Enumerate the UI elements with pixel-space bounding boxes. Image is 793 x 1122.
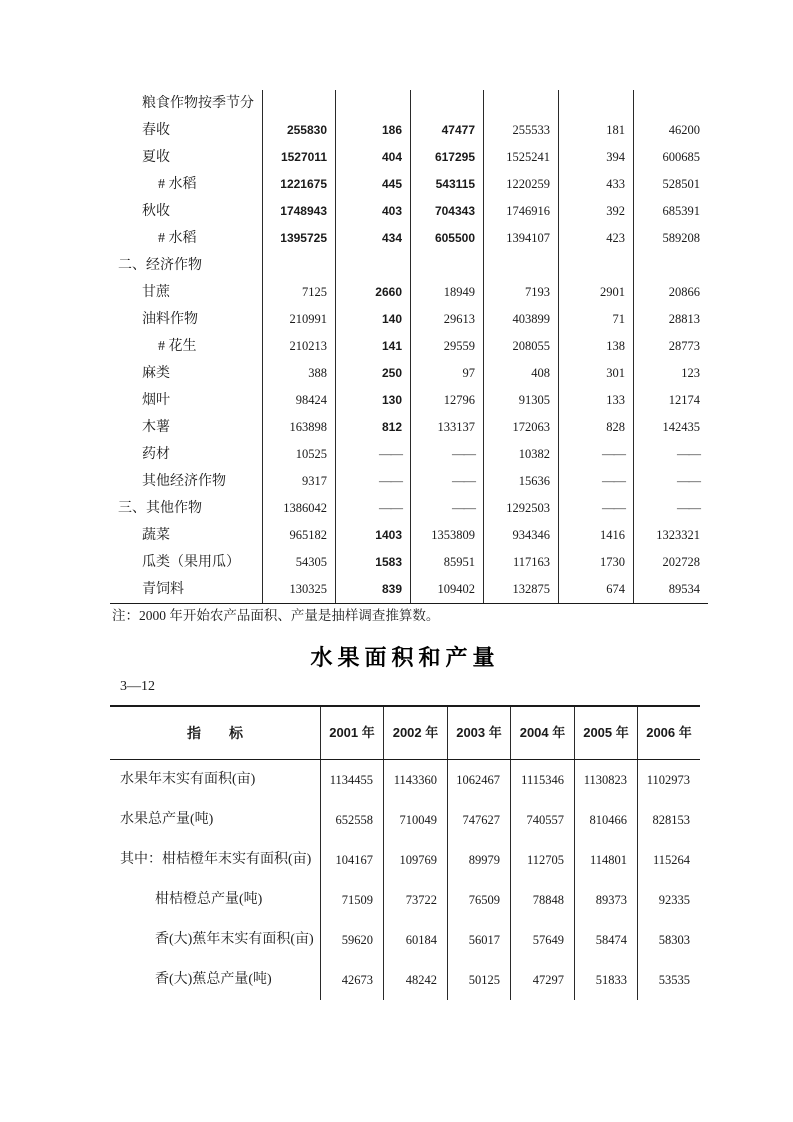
value-cell: 132875 bbox=[483, 576, 558, 603]
crops-table-row bbox=[110, 144, 708, 171]
row-label: 油料作物 bbox=[142, 312, 198, 327]
value-cell: 92335 bbox=[637, 880, 700, 920]
value-cell: —— bbox=[410, 495, 483, 522]
value-cell: 133137 bbox=[410, 414, 483, 441]
value-cell: —— bbox=[335, 468, 410, 495]
crops-table-row bbox=[110, 306, 708, 333]
value-cell: 60184 bbox=[383, 920, 447, 960]
value-cell: 59620 bbox=[320, 920, 383, 960]
value-cell: —— bbox=[633, 441, 708, 468]
table-number: 3—12 bbox=[120, 679, 155, 694]
crops-table-row bbox=[110, 333, 708, 360]
value-cell: 740557 bbox=[510, 800, 574, 840]
value-cell: 605500 bbox=[410, 225, 483, 252]
value-cell: 589208 bbox=[633, 225, 708, 252]
value-cell: 89979 bbox=[447, 840, 510, 880]
value-cell: 1386042 bbox=[262, 495, 335, 522]
value-cell: —— bbox=[558, 468, 633, 495]
row-label: 其他经济作物 bbox=[142, 474, 226, 489]
value-cell: 47297 bbox=[510, 960, 574, 1000]
value-cell: 828153 bbox=[637, 800, 700, 840]
value-cell: 255533 bbox=[483, 117, 558, 144]
fruit-table-title: 水果面积和产量 bbox=[310, 645, 500, 670]
value-cell: 1746916 bbox=[483, 198, 558, 225]
value-cell: 29559 bbox=[410, 333, 483, 360]
value-cell: 652558 bbox=[320, 800, 383, 840]
value-cell: 965182 bbox=[262, 522, 335, 549]
row-label: 木薯 bbox=[142, 420, 170, 435]
value-cell: 210991 bbox=[262, 306, 335, 333]
value-cell: 433 bbox=[558, 171, 633, 198]
row-label: 二、经济作物 bbox=[118, 258, 202, 273]
crops-table-row bbox=[110, 360, 708, 387]
year-column-header: 2001 年 bbox=[320, 707, 383, 759]
value-cell: 1353809 bbox=[410, 522, 483, 549]
value-cell: 600685 bbox=[633, 144, 708, 171]
value-cell: 133 bbox=[558, 387, 633, 414]
crops-table-row bbox=[110, 117, 708, 144]
value-cell: 1130823 bbox=[574, 760, 637, 800]
value-cell: —— bbox=[633, 468, 708, 495]
row-label: 春收 bbox=[142, 123, 170, 138]
crops-table-row bbox=[110, 468, 708, 495]
value-cell: 130325 bbox=[262, 576, 335, 603]
value-cell: 1394107 bbox=[483, 225, 558, 252]
value-cell: 76509 bbox=[447, 880, 510, 920]
value-cell: 172063 bbox=[483, 414, 558, 441]
row-label: 柑桔橙总产量(吨) bbox=[155, 892, 263, 907]
value-cell: 10525 bbox=[262, 441, 335, 468]
value-cell: 408 bbox=[483, 360, 558, 387]
row-label: 蔬菜 bbox=[142, 528, 170, 543]
value-cell: 46200 bbox=[633, 117, 708, 144]
value-cell: 2660 bbox=[335, 279, 410, 306]
value-cell: 674 bbox=[558, 576, 633, 603]
value-cell: 528501 bbox=[633, 171, 708, 198]
value-cell: 50125 bbox=[447, 960, 510, 1000]
fruit-table bbox=[110, 705, 700, 1000]
crops-table-row bbox=[110, 252, 708, 279]
value-cell: 138 bbox=[558, 333, 633, 360]
value-cell: 685391 bbox=[633, 198, 708, 225]
value-cell: 1134455 bbox=[320, 760, 383, 800]
value-cell: 1221675 bbox=[262, 171, 335, 198]
value-cell: 403 bbox=[335, 198, 410, 225]
value-cell: 1730 bbox=[558, 549, 633, 576]
year-column-header: 2003 年 bbox=[447, 707, 510, 759]
value-cell: 210213 bbox=[262, 333, 335, 360]
value-cell: 78848 bbox=[510, 880, 574, 920]
value-cell: 543115 bbox=[410, 171, 483, 198]
row-label: 其中：柑桔橙年末实有面积(亩) bbox=[120, 852, 312, 867]
crops-table-row bbox=[110, 171, 708, 198]
value-cell: 250 bbox=[335, 360, 410, 387]
year-column-header: 2004 年 bbox=[510, 707, 574, 759]
row-label: 夏收 bbox=[142, 150, 170, 165]
value-cell bbox=[410, 252, 483, 279]
value-cell: 388 bbox=[262, 360, 335, 387]
value-cell: —— bbox=[558, 441, 633, 468]
value-cell: 85951 bbox=[410, 549, 483, 576]
value-cell: 42673 bbox=[320, 960, 383, 1000]
value-cell: 1748943 bbox=[262, 198, 335, 225]
value-cell: —— bbox=[558, 495, 633, 522]
value-cell: 12174 bbox=[633, 387, 708, 414]
value-cell: 828 bbox=[558, 414, 633, 441]
value-cell bbox=[262, 252, 335, 279]
year-column-header: 2002 年 bbox=[383, 707, 447, 759]
value-cell: 53535 bbox=[637, 960, 700, 1000]
crops-table-row bbox=[110, 441, 708, 468]
value-cell: 301 bbox=[558, 360, 633, 387]
value-cell: —— bbox=[410, 468, 483, 495]
value-cell: 54305 bbox=[262, 549, 335, 576]
crops-table-row bbox=[110, 495, 708, 522]
value-cell: 114801 bbox=[574, 840, 637, 880]
value-cell: 28773 bbox=[633, 333, 708, 360]
fruit-table-body bbox=[110, 760, 700, 1000]
value-cell: 403899 bbox=[483, 306, 558, 333]
value-cell: 202728 bbox=[633, 549, 708, 576]
value-cell: 73722 bbox=[383, 880, 447, 920]
row-label: 青饲料 bbox=[142, 582, 184, 597]
value-cell: 140 bbox=[335, 306, 410, 333]
value-cell: 423 bbox=[558, 225, 633, 252]
value-cell: 51833 bbox=[574, 960, 637, 1000]
crops-table-row bbox=[110, 279, 708, 306]
value-cell bbox=[335, 90, 410, 117]
fruit-table-row bbox=[110, 800, 700, 840]
row-label: 秋收 bbox=[142, 204, 170, 219]
value-cell: —— bbox=[633, 495, 708, 522]
value-cell: 445 bbox=[335, 171, 410, 198]
value-cell: 20866 bbox=[633, 279, 708, 306]
value-cell: 89373 bbox=[574, 880, 637, 920]
value-cell: 934346 bbox=[483, 522, 558, 549]
value-cell: 48242 bbox=[383, 960, 447, 1000]
crops-table-row bbox=[110, 549, 708, 576]
value-cell: 57649 bbox=[510, 920, 574, 960]
value-cell: 1583 bbox=[335, 549, 410, 576]
value-cell bbox=[633, 252, 708, 279]
value-cell: —— bbox=[335, 495, 410, 522]
value-cell: 28813 bbox=[633, 306, 708, 333]
value-cell: 91305 bbox=[483, 387, 558, 414]
value-cell: 617295 bbox=[410, 144, 483, 171]
value-cell: 1115346 bbox=[510, 760, 574, 800]
crops-table-row bbox=[110, 414, 708, 441]
row-label: 粮食作物按季节分 bbox=[142, 96, 254, 111]
value-cell: 104167 bbox=[320, 840, 383, 880]
value-cell: 1143360 bbox=[383, 760, 447, 800]
row-label: # 水稻 bbox=[158, 177, 197, 192]
value-cell: 142435 bbox=[633, 414, 708, 441]
year-column-header: 2006 年 bbox=[637, 707, 700, 759]
value-cell bbox=[483, 252, 558, 279]
value-cell: —— bbox=[335, 441, 410, 468]
value-cell: 29613 bbox=[410, 306, 483, 333]
table-footnote: 注：2000 年开始农产品面积、产量是抽样调查推算数。 bbox=[112, 608, 440, 623]
value-cell: 181 bbox=[558, 117, 633, 144]
value-cell: 1395725 bbox=[262, 225, 335, 252]
fruit-table-row bbox=[110, 840, 700, 880]
value-cell: 163898 bbox=[262, 414, 335, 441]
value-cell bbox=[262, 90, 335, 117]
value-cell: 56017 bbox=[447, 920, 510, 960]
crops-table-row bbox=[110, 576, 708, 603]
value-cell: 9317 bbox=[262, 468, 335, 495]
crops-table bbox=[110, 90, 708, 604]
value-cell bbox=[335, 252, 410, 279]
row-label: 香(大)蕉总产量(吨) bbox=[155, 972, 272, 987]
value-cell: 1323321 bbox=[633, 522, 708, 549]
indicator-column-header: 指 标 bbox=[187, 725, 243, 741]
value-cell: 130 bbox=[335, 387, 410, 414]
value-cell bbox=[633, 90, 708, 117]
value-cell bbox=[483, 90, 558, 117]
row-label: 水果年末实有面积(亩) bbox=[120, 772, 256, 787]
fruit-table-row bbox=[110, 920, 700, 960]
value-cell: 255830 bbox=[262, 117, 335, 144]
row-label: 香(大)蕉年末实有面积(亩) bbox=[155, 932, 314, 947]
row-label: 烟叶 bbox=[142, 393, 170, 408]
value-cell: 394 bbox=[558, 144, 633, 171]
value-cell: 747627 bbox=[447, 800, 510, 840]
value-cell: 434 bbox=[335, 225, 410, 252]
fruit-table-row bbox=[110, 760, 700, 800]
value-cell bbox=[558, 252, 633, 279]
row-label: 三、其他作物 bbox=[118, 501, 202, 516]
value-cell: 47477 bbox=[410, 117, 483, 144]
crops-table-row bbox=[110, 387, 708, 414]
value-cell: 10382 bbox=[483, 441, 558, 468]
value-cell: 1416 bbox=[558, 522, 633, 549]
value-cell: 89534 bbox=[633, 576, 708, 603]
row-label: 瓜类（果用瓜） bbox=[142, 555, 240, 570]
value-cell: 109402 bbox=[410, 576, 483, 603]
value-cell: 117163 bbox=[483, 549, 558, 576]
value-cell: 58303 bbox=[637, 920, 700, 960]
value-cell: 1527011 bbox=[262, 144, 335, 171]
value-cell: 1062467 bbox=[447, 760, 510, 800]
row-label: 水果总产量(吨) bbox=[120, 812, 214, 827]
value-cell: 123 bbox=[633, 360, 708, 387]
value-cell: 392 bbox=[558, 198, 633, 225]
value-cell: 1220259 bbox=[483, 171, 558, 198]
value-cell: 98424 bbox=[262, 387, 335, 414]
value-cell: 71 bbox=[558, 306, 633, 333]
value-cell: 15636 bbox=[483, 468, 558, 495]
value-cell: 141 bbox=[335, 333, 410, 360]
value-cell: 1525241 bbox=[483, 144, 558, 171]
value-cell: 58474 bbox=[574, 920, 637, 960]
crops-table-row bbox=[110, 225, 708, 252]
value-cell bbox=[410, 90, 483, 117]
value-cell: 2901 bbox=[558, 279, 633, 306]
crops-table-row bbox=[110, 198, 708, 225]
value-cell: 1292503 bbox=[483, 495, 558, 522]
value-cell: 112705 bbox=[510, 840, 574, 880]
value-cell: 71509 bbox=[320, 880, 383, 920]
value-cell: 12796 bbox=[410, 387, 483, 414]
value-cell: 1403 bbox=[335, 522, 410, 549]
row-label: 甘蔗 bbox=[142, 285, 170, 300]
value-cell: 404 bbox=[335, 144, 410, 171]
value-cell: 109769 bbox=[383, 840, 447, 880]
crops-table-row bbox=[110, 90, 708, 117]
value-cell: 839 bbox=[335, 576, 410, 603]
value-cell: 710049 bbox=[383, 800, 447, 840]
row-label: 药材 bbox=[142, 447, 170, 462]
value-cell: 208055 bbox=[483, 333, 558, 360]
row-label: 麻类 bbox=[142, 366, 170, 381]
row-label: # 水稻 bbox=[158, 231, 197, 246]
value-cell bbox=[558, 90, 633, 117]
value-cell: 18949 bbox=[410, 279, 483, 306]
fruit-table-row bbox=[110, 880, 700, 920]
value-cell: 812 bbox=[335, 414, 410, 441]
value-cell: 97 bbox=[410, 360, 483, 387]
fruit-table-header-row bbox=[110, 705, 700, 760]
value-cell: 1102973 bbox=[637, 760, 700, 800]
row-label: # 花生 bbox=[158, 339, 197, 354]
value-cell: 7193 bbox=[483, 279, 558, 306]
value-cell: 115264 bbox=[637, 840, 700, 880]
value-cell: 810466 bbox=[574, 800, 637, 840]
year-column-header: 2005 年 bbox=[574, 707, 637, 759]
value-cell: 7125 bbox=[262, 279, 335, 306]
value-cell: 186 bbox=[335, 117, 410, 144]
value-cell: —— bbox=[410, 441, 483, 468]
crops-table-row bbox=[110, 522, 708, 549]
fruit-table-row bbox=[110, 960, 700, 1000]
value-cell: 704343 bbox=[410, 198, 483, 225]
